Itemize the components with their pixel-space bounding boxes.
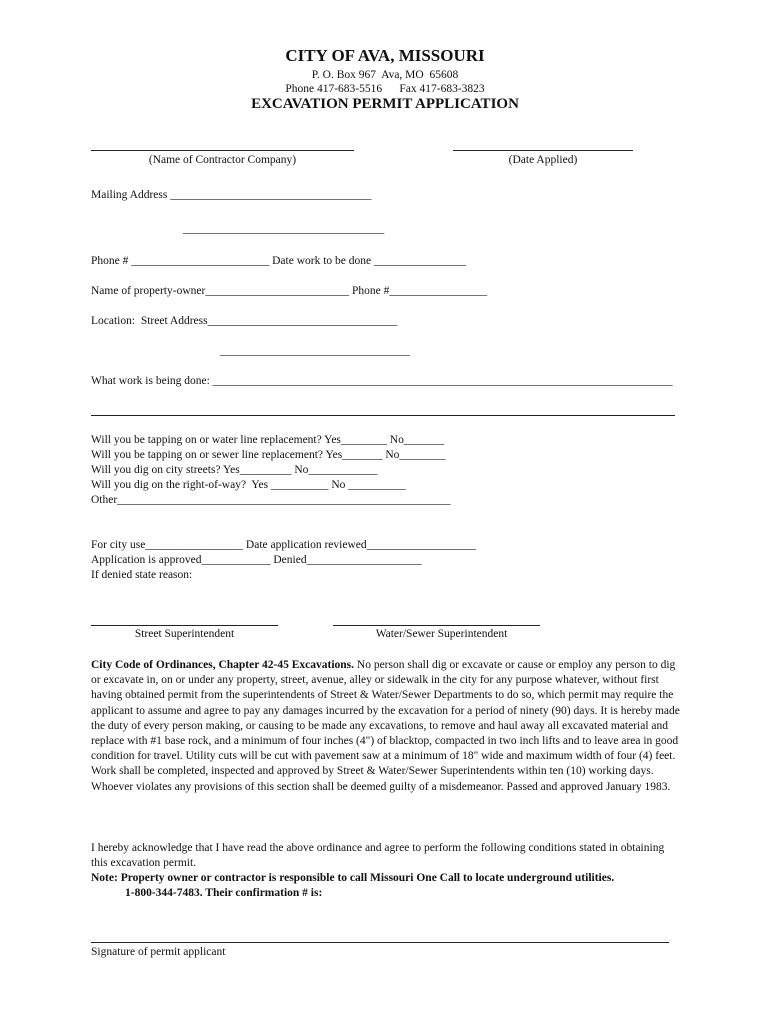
ordinance-paragraph bbox=[91, 658, 681, 795]
water-sewer-superintendent-label: Water/Sewer Superintendent bbox=[375, 628, 508, 640]
date-applied-caption: (Date Applied) bbox=[508, 154, 578, 166]
work-description-line-2[interactable] bbox=[91, 415, 675, 416]
question-water-line[interactable]: Will you be tapping on or water line replacement? Yes________ No_______ bbox=[91, 434, 445, 446]
form-title: EXCAVATION PERMIT APPLICATION bbox=[251, 96, 519, 112]
city-use-field[interactable]: For city use_________________ Date application reviewed___________________ bbox=[91, 539, 476, 551]
approval-field[interactable]: Application is approved____________ Denied____________________ bbox=[91, 554, 422, 566]
one-call-note bbox=[91, 871, 691, 901]
denied-reason-label: If denied state reason: bbox=[91, 569, 193, 581]
work-description-field[interactable]: What work is being done: ________________________________________________________________________________ bbox=[91, 375, 673, 387]
street-address-line-2[interactable]: _________________________________ bbox=[220, 345, 410, 357]
phone-date-work-field[interactable]: Phone # ________________________ Date work to be done ________________ bbox=[91, 255, 466, 267]
ordinance-heading: City Code of Ordinances, Chapter 42-45 Excavations. bbox=[91, 659, 355, 671]
mailing-address-field[interactable]: Mailing Address ___________________________________ bbox=[91, 189, 372, 201]
city-address: P. O. Box 967 Ava, MO 65608 bbox=[311, 69, 459, 81]
question-city-streets[interactable]: Will you dig on city streets? Yes_________ No____________ bbox=[91, 464, 378, 476]
street-superintendent-signature-line[interactable] bbox=[91, 625, 278, 626]
water-sewer-superintendent-signature-line[interactable] bbox=[333, 625, 540, 626]
contractor-caption: (Name of Contractor Company) bbox=[148, 154, 297, 166]
one-call-note-line-2: 1-800-344-7483. Their confirmation # is: bbox=[125, 887, 323, 900]
date-applied-line[interactable] bbox=[453, 150, 633, 151]
city-title: CITY OF AVA, MISSOURI bbox=[285, 46, 485, 65]
city-phone-fax: Phone 417-683-5516 Fax 417-683-3823 bbox=[285, 83, 485, 95]
property-owner-field[interactable]: Name of property-owner_________________________ Phone #_________________ bbox=[91, 285, 488, 297]
ordinance-body: No person shall dig or excavate or cause or employ any person to dig or excavate in, on or under any property, street, avenue, alley or sidewalk in the city for any purpose whatever, without first having obtained permit from the superintendents of Street & Water/Sewer Departments to do so, which permit may require the applicant to assume and agree to pay any damages incurred by the excavation for a period of ninety (90) days. It is hereby made the duty of every person making, or causing to be made any excavations, to remove and haul away all excavated material and replace with #1 base rock, and a minimum of four inches (4") of blacktop, compacted in two inch lifts and to leave area in good condition for travel. Utility cuts will be cut with pavement saw at a minimum of 18" wide and maximum width of four (4) feet. Work shall be completed, inspected and approved by Street & Water/Sewer Superintendents within ten (10) working days. Whoever violates any provisions of this section shall be deemed guilty of a misdemeanor. Passed and approved January 1983. bbox=[91, 659, 680, 793]
contractor-name-line[interactable] bbox=[91, 150, 354, 151]
question-right-of-way[interactable]: Will you dig on the right-of-way? Yes __________ No __________ bbox=[91, 479, 406, 491]
applicant-signature-label: Signature of permit applicant bbox=[91, 946, 226, 958]
mailing-address-line-2[interactable]: ___________________________________ bbox=[183, 223, 385, 235]
street-superintendent-label: Street Superintendent bbox=[134, 628, 235, 640]
applicant-signature-line[interactable] bbox=[91, 942, 669, 943]
street-address-field[interactable]: Location: Street Address_________________________________ bbox=[91, 315, 398, 327]
question-sewer-line[interactable]: Will you be tapping on or sewer line replacement? Yes_______ No________ bbox=[91, 449, 446, 461]
acknowledgement-text: I hereby acknowledge that I have read the above ordinance and agree to perform the following conditions stated in obtaining this excavation permit. bbox=[91, 842, 665, 870]
one-call-note-line-1: Note: Property owner or contractor is responsible to call Missouri One Call to locate underground utilities. bbox=[91, 872, 615, 884]
question-other[interactable]: Other__________________________________________________________ bbox=[91, 494, 451, 506]
